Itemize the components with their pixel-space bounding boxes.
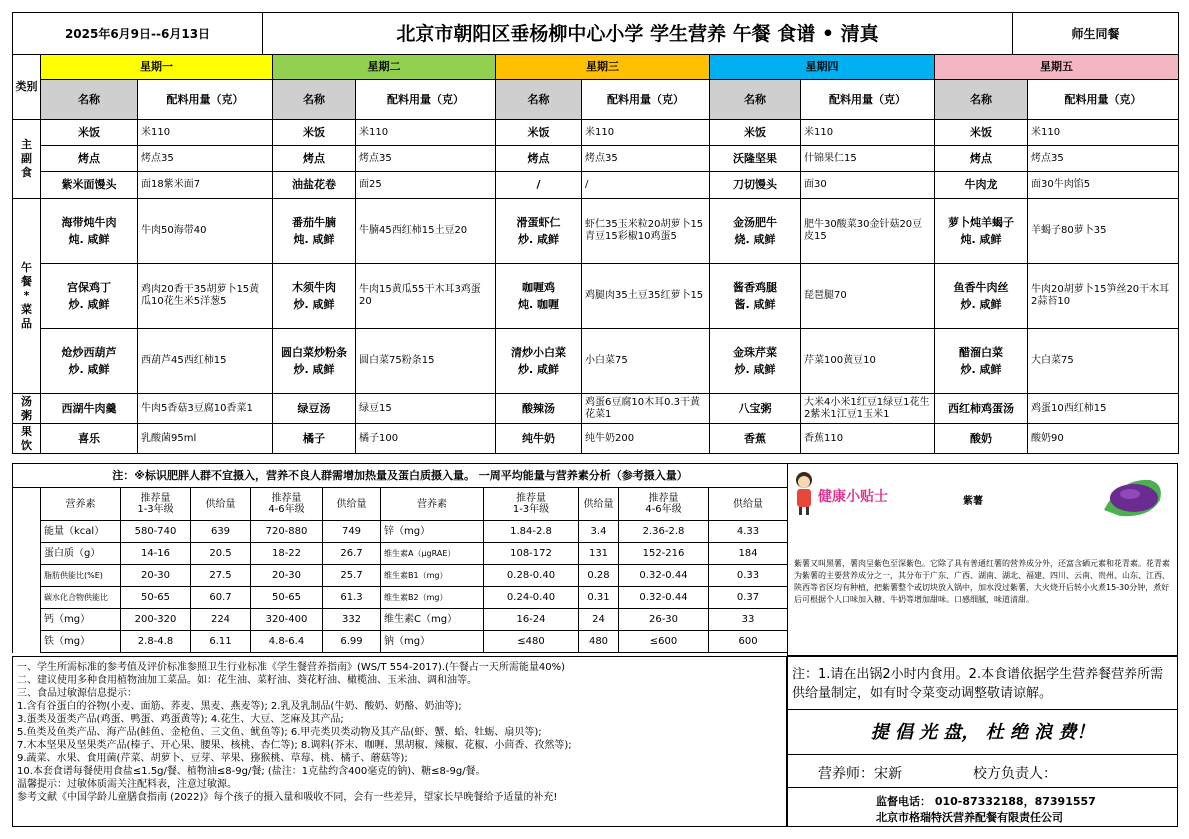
dish-name-text: 八宝粥	[738, 401, 772, 415]
dish-name-text: 滑蛋虾仁	[516, 215, 561, 229]
dish-ingredients: 小白菜75	[582, 329, 710, 394]
category-header: 类别	[13, 55, 41, 120]
note-line: 10.本套食谱每餐使用食盐≤1.5g/餐、植物油≤8-9g/餐; (盐注：1克盐约含400毫克的钠)、糖≤8-9g/餐。	[17, 766, 486, 777]
nutrition-cell: 50-65	[251, 587, 323, 609]
dish-name	[496, 264, 582, 329]
dish-name	[496, 329, 582, 394]
dish-name	[935, 120, 1028, 146]
dish-ingredients: 绿豆15	[356, 394, 496, 424]
note-line: 5.鱼类及鱼类产品、海产品(鲑鱼、金枪鱼、三文鱼、鱿鱼等); 6.甲壳类贝类动物及其产品(虾、蟹、蛤、牡蛎、扇贝等);	[17, 727, 542, 738]
dish-name-text: 咖喱鸡	[522, 280, 555, 294]
company-name: 北京市格瑞特沃营养配餐有限责任公司	[876, 811, 1063, 824]
dish-ingredients: 羊蝎子80萝卜35	[1028, 199, 1179, 264]
nutrition-header: 营养素	[381, 488, 484, 521]
category-staple	[13, 120, 41, 199]
cooking-method: 酱. 咸鲜	[734, 297, 776, 311]
name-col-header: 名称	[496, 80, 582, 120]
nutrition-spacer	[13, 488, 41, 653]
dish-ingredients: 什锦果仁15	[801, 146, 935, 172]
dish-ingredients: 西葫芦45西红柿15	[138, 329, 273, 394]
dish-ingredients: 大米4小米1红豆1绿豆1花生2紫米1江豆1玉米1	[801, 394, 935, 424]
nutrition-cell: 0.37	[709, 587, 788, 609]
note-line: 参考文献《中国学龄儿童膳食指南 (2022)》每个孩子的摄入量和吸收不同，会有一些差异，望家长早晚餐给予适量的补充!	[17, 792, 558, 803]
dish-ingredients: 香蕉110	[801, 424, 935, 454]
dish-ingredients: 烤点35	[1028, 146, 1179, 172]
dish-name-text: 木须牛肉	[292, 280, 336, 294]
dish-ingredients: 牛肉5香菇3豆腐10香菜1	[138, 394, 273, 424]
dish-name-text: 香蕉	[744, 431, 766, 445]
nutrition-cell: 0.28	[579, 565, 619, 587]
dish-name	[935, 264, 1028, 329]
purple-sweet-potato-icon	[1100, 470, 1166, 522]
dish-name	[496, 120, 582, 146]
cooking-method: 炖. 咖喱	[517, 297, 559, 311]
date-range: 2025年6月9日--6月13日	[13, 13, 263, 55]
nutrition-cell: ≤480	[484, 631, 579, 653]
dish-ingredients: /	[582, 172, 710, 199]
dish-ingredients: 橘子100	[356, 424, 496, 454]
dish-name-text: 金珠芹菜	[733, 345, 777, 359]
nutrition-cell: 1.84-2.8	[484, 521, 579, 543]
note-line: 一、学生所需标准的参考值及评价标准参照卫生行业标准《学生餐营养指南》(WS/T 554-2017).(午餐占一天所需能量40%)	[17, 662, 566, 673]
menu-row	[13, 120, 1179, 146]
nutrition-table	[12, 463, 788, 653]
cooking-method: 炒. 咸鲜	[734, 362, 776, 376]
dish-name	[41, 172, 138, 199]
nutrition-header: 推荐量 1-3年级	[484, 488, 579, 521]
name-col-header: 名称	[273, 80, 356, 120]
dish-ingredients: 米110	[801, 120, 935, 146]
nutrition-row	[13, 631, 788, 653]
dish-name-text: /	[536, 178, 541, 191]
ingredients-col-header: 配料用量（克）	[1028, 80, 1179, 120]
dish-name-text: 烤点	[303, 151, 325, 165]
nutrition-cell: 200-320	[121, 609, 191, 631]
cooking-method: 炒. 咸鲜	[517, 232, 559, 246]
dish-name-text: 西湖牛肉羹	[61, 401, 117, 415]
dish-name-text: 纯牛奶	[522, 431, 555, 445]
dish-name	[273, 146, 356, 172]
dish-name-text: 米饭	[78, 125, 100, 139]
nutrition-header-row	[13, 488, 788, 521]
name-col-header: 名称	[935, 80, 1028, 120]
nutrition-row	[13, 565, 788, 587]
nutrition-cell: 639	[191, 521, 251, 543]
name-col-header: 名称	[41, 80, 138, 120]
nutrition-cell: ≤600	[619, 631, 709, 653]
menu-row	[13, 146, 1179, 172]
dish-ingredients: 牛肉20胡萝卜15笋丝20干木耳2蒜苔10	[1028, 264, 1179, 329]
dish-name	[496, 394, 582, 424]
note-line: 三、食品过敏源信息提示：	[17, 688, 137, 699]
nutrition-cell: 铁（mg）	[41, 631, 121, 653]
category-label: 果饮	[21, 424, 32, 452]
nutrition-row	[13, 543, 788, 565]
ingredients-col-header: 配料用量（克）	[356, 80, 496, 120]
tip-text: 紫薯又叫黑薯，薯肉呈紫色至深紫色。它除了具有普通红薯的营养成分外，还富含硒元素和花青素。花青素为紫薯的主要营养成分之一，其分布于广东、广西、湖南、湖北、福建、四川、云南、贵州、山东、江西、陕西等省区均有种植，把紫薯整个或切块放入锅中，加水没过紫薯，大火烧开后转小火煮15-30分钟，煮好后可根据个人口味加入糖、牛奶等增加甜味。口感细腻，味道清甜。	[794, 559, 1170, 604]
nutrition-cell: 25.7	[323, 565, 381, 587]
dish-name-text: 绿豆汤	[297, 401, 331, 415]
nutrition-header: 推荐量 4-6年级	[619, 488, 709, 521]
dish-name-text: 牛肉龙	[964, 178, 998, 191]
dish-name	[710, 120, 801, 146]
dish-ingredients: 纯牛奶200	[582, 424, 710, 454]
dish-ingredients: 烤点35	[138, 146, 273, 172]
dish-name	[41, 120, 138, 146]
dish-name	[41, 199, 138, 264]
cooking-method: 炒. 咸鲜	[293, 297, 335, 311]
dish-name-text: 米饭	[744, 125, 766, 139]
dish-name-text: 醋溜白菜	[959, 345, 1003, 359]
dish-name-text: 番茄牛腩	[292, 215, 336, 229]
dish-name	[935, 329, 1028, 394]
nutrition-cell: 14-16	[121, 543, 191, 565]
slogan: 提 倡 光 盘， 杜 绝 浪 费！	[788, 709, 1177, 755]
dish-name-text: 沃隆坚果	[733, 151, 777, 165]
dish-name	[935, 146, 1028, 172]
dish-ingredients: 面18紫米面7	[138, 172, 273, 199]
dish-name	[273, 199, 356, 264]
nutrition-row	[13, 587, 788, 609]
nutrition-cell: 0.31	[579, 587, 619, 609]
nutrition-cell: 维生素B2（mg）	[381, 587, 484, 609]
cooking-method: 炒. 咸鲜	[293, 362, 335, 376]
cooking-method: 炒. 咸鲜	[517, 362, 559, 376]
dish-ingredients: 烤点35	[582, 146, 710, 172]
menu-row	[13, 424, 1179, 454]
note-line: 9.蔬菜、水果、食用菌(芹菜、胡萝卜、豆芽、苹果、猕猴桃、草莓、桃、橘子、蘑菇等);	[17, 753, 408, 764]
nutrition-cell: 60.7	[191, 587, 251, 609]
dish-name	[496, 146, 582, 172]
dish-ingredients: 牛肉15黄瓜55干木耳3鸡蛋20	[356, 264, 496, 329]
nutrition-cell: 0.32-0.44	[619, 565, 709, 587]
dish-name	[273, 172, 356, 199]
dish-name-text: 酸辣汤	[522, 401, 555, 415]
menu-table	[12, 54, 1179, 454]
dish-name-text: 萝卜炖羊蝎子	[948, 215, 1014, 229]
dish-name	[273, 329, 356, 394]
cartoon-girl-icon	[792, 470, 816, 516]
menu-row	[13, 264, 1179, 329]
day-header-row	[13, 55, 1179, 80]
column-header-row	[13, 80, 1179, 120]
nutrition-cell: 332	[323, 609, 381, 631]
dish-ingredients: 鸡腿肉35土豆35红萝卜15	[582, 264, 710, 329]
cooking-method: 炒. 咸鲜	[960, 297, 1002, 311]
dish-ingredients: 牛肉50海带40	[138, 199, 273, 264]
page-title: 北京市朝阳区垂杨柳中心小学 学生营养 午餐 食谱 • 清真	[263, 13, 1013, 55]
dish-ingredients: 圆白菜75粉条15	[356, 329, 496, 394]
nutrition-cell: 580-740	[121, 521, 191, 543]
category-fruit	[13, 424, 41, 454]
dish-name-text: 鱼香牛肉丝	[953, 280, 1009, 294]
header-table	[12, 12, 1179, 55]
cooking-method: 炒. 咸鲜	[960, 362, 1002, 376]
dish-ingredients: 鸡蛋10西红柿15	[1028, 394, 1179, 424]
dish-name	[273, 264, 356, 329]
cooking-method: 烧. 咸鲜	[734, 232, 776, 246]
dish-name-text: 炝炒西葫芦	[61, 345, 117, 359]
dish-ingredients: 米110	[356, 120, 496, 146]
nutrition-cell: 152-216	[619, 543, 709, 565]
dish-name-text: 烤点	[970, 151, 992, 165]
cooking-method: 炒. 咸鲜	[68, 362, 110, 376]
nutrition-cell: 26.7	[323, 543, 381, 565]
nutrition-cell: 0.32-0.44	[619, 587, 709, 609]
dish-name-text: 酱香鸡腿	[733, 280, 777, 294]
dish-ingredients: 米110	[582, 120, 710, 146]
cooking-method: 炖. 咸鲜	[960, 232, 1002, 246]
divider	[788, 787, 1177, 788]
nutrition-cell: 749	[323, 521, 381, 543]
name-col-header: 名称	[710, 80, 801, 120]
nutrition-cell: 108-172	[484, 543, 579, 565]
nutrition-cell: 26-30	[619, 609, 709, 631]
dish-name	[710, 199, 801, 264]
nutrition-cell: 131	[579, 543, 619, 565]
ingredients-col-header: 配料用量（克）	[582, 80, 710, 120]
nutrition-cell: 224	[191, 609, 251, 631]
dish-name-text: 米饭	[303, 125, 325, 139]
dish-name-text: 油盐花卷	[292, 178, 336, 191]
menu-row	[13, 329, 1179, 394]
dish-name	[935, 424, 1028, 454]
nutrition-cell: 2.8-4.8	[121, 631, 191, 653]
nutrition-cell: 6.11	[191, 631, 251, 653]
category-label: 主副食	[21, 138, 32, 179]
nutrition-cell: 27.5	[191, 565, 251, 587]
dish-ingredients: 面30牛肉馅5	[1028, 172, 1179, 199]
nutrition-title: 注：※标识肥胖人群不宜摄入，营养不良人群需增加热量及蛋白质摄入量。 一周平均能量与营养素分析（参考摄入量）	[13, 464, 788, 488]
nutrition-cell: 碳水化合物供能比	[41, 587, 121, 609]
nutrition-cell: 480	[579, 631, 619, 653]
notes-panel	[12, 656, 787, 827]
dish-ingredients: 米110	[138, 120, 273, 146]
dish-ingredients: 琵琶腿70	[801, 264, 935, 329]
dish-name-text: 西红柿鸡蛋汤	[948, 401, 1014, 415]
note-line: 温馨提示：过敏体质需关注配料表，注意过敏源。	[17, 779, 237, 790]
nutrition-cell: 50-65	[121, 587, 191, 609]
dish-name	[41, 424, 138, 454]
nutrition-row	[13, 521, 788, 543]
dish-ingredients: 酸奶90	[1028, 424, 1179, 454]
dish-name-text: 酸奶	[970, 431, 992, 445]
dish-ingredients: 肥牛30酸菜30金针菇20豆皮15	[801, 199, 935, 264]
dish-name	[710, 394, 801, 424]
cooking-method: 炒. 咸鲜	[68, 297, 110, 311]
dish-name	[496, 172, 582, 199]
dish-name	[273, 120, 356, 146]
nutrition-cell: 16-24	[484, 609, 579, 631]
cooking-method: 炖. 咸鲜	[293, 232, 335, 246]
dish-ingredients: 鸡蛋6豆腐10木耳0.3干黄花菜1	[582, 394, 710, 424]
nutrition-header: 营养素	[41, 488, 121, 521]
nutrition-cell: 320-400	[251, 609, 323, 631]
nutrition-cell: 4.8-6.4	[251, 631, 323, 653]
dish-ingredients: 芹菜100黄豆10	[801, 329, 935, 394]
nutrition-cell: 33	[709, 609, 788, 631]
dish-name	[273, 424, 356, 454]
dish-name	[710, 424, 801, 454]
principal-label: 校方负责人：	[973, 766, 1057, 782]
dish-ingredients: 面25	[356, 172, 496, 199]
dish-name	[935, 172, 1028, 199]
cooking-method: 炖. 咸鲜	[68, 232, 110, 246]
dish-name-text: 金汤肥牛	[733, 215, 777, 229]
nutrition-header: 供给量	[579, 488, 619, 521]
nutrition-cell: 20.5	[191, 543, 251, 565]
health-tip-panel	[787, 463, 1178, 656]
nutrition-cell: 720-880	[251, 521, 323, 543]
dish-ingredients: 烤点35	[356, 146, 496, 172]
menu-row	[13, 394, 1179, 424]
day-header-5: 星期五	[935, 55, 1179, 80]
nutrition-cell: 0.28-0.40	[484, 565, 579, 587]
dish-name	[41, 264, 138, 329]
nutrition-cell: 2.36-2.8	[619, 521, 709, 543]
right-notes-panel	[787, 656, 1178, 827]
dish-name-text: 宫保鸡丁	[67, 280, 111, 294]
dish-name-text: 烤点	[527, 151, 550, 165]
dish-ingredients: 乳酸菌95ml	[138, 424, 273, 454]
dish-name-text: 烤点	[78, 151, 100, 165]
dish-ingredients: 大白菜75	[1028, 329, 1179, 394]
nutrition-header: 推荐量 1-3年级	[121, 488, 191, 521]
category-soup	[13, 394, 41, 424]
dish-name	[935, 199, 1028, 264]
dish-ingredients: 米110	[1028, 120, 1179, 146]
dish-name-text: 米饭	[527, 125, 550, 139]
dish-name	[710, 146, 801, 172]
nutrition-cell: 维生素B1（mg）	[381, 565, 484, 587]
day-header-4: 星期四	[710, 55, 935, 80]
dish-name	[710, 264, 801, 329]
nutrition-cell: 20-30	[121, 565, 191, 587]
dish-ingredients: 牛腩45西红柿15土豆20	[356, 199, 496, 264]
ingredients-col-header: 配料用量（克）	[138, 80, 273, 120]
nutrition-header: 供给量	[323, 488, 381, 521]
nutrition-cell: 20-30	[251, 565, 323, 587]
nutrition-cell: 4.33	[709, 521, 788, 543]
nutrition-cell: 600	[709, 631, 788, 653]
nutrition-cell: 0.24-0.40	[484, 587, 579, 609]
menu-row	[13, 172, 1179, 199]
nutrition-cell: 3.4	[579, 521, 619, 543]
dish-name-text: 圆白菜炒粉条	[281, 345, 347, 359]
category-label: 午餐*菜品	[21, 261, 32, 330]
nutrition-cell: 184	[709, 543, 788, 565]
dish-name	[496, 199, 582, 264]
nutrition-cell: 18-22	[251, 543, 323, 565]
nutrition-cell: 61.3	[323, 587, 381, 609]
nutrition-cell: 0.33	[709, 565, 788, 587]
note-line: 7.木本坚果及坚果类产品(榛子、开心果、腰果、核桃、杏仁等); 8.调料(芥末、咖喱、黑胡椒、辣椒、花椒、小茴香、孜然等);	[17, 740, 572, 751]
nutrition-cell: 维生素C（mg）	[381, 609, 484, 631]
dietitian-label: 营养师：宋新	[818, 766, 902, 782]
nutrition-cell: 钙（mg）	[41, 609, 121, 631]
dish-name	[710, 172, 801, 199]
dish-name-text: 橘子	[303, 431, 325, 445]
nutrition-cell: 钠（mg）	[381, 631, 484, 653]
nutrition-cell: 蛋白质（g）	[41, 543, 121, 565]
dish-name	[41, 329, 138, 394]
category-label: 汤粥	[21, 394, 32, 422]
dish-ingredients: 鸡肉20香干35胡萝卜15黄瓜10花生米5洋葱5	[138, 264, 273, 329]
note-line: 二、建议使用多种食用植物油加工菜品。如：花生油、菜籽油、葵花籽油、橄榄油、玉米油、调和油等。	[17, 675, 477, 686]
dish-name-text: 米饭	[970, 125, 992, 139]
dish-name	[935, 394, 1028, 424]
nutrition-header: 供给量	[191, 488, 251, 521]
nutrition-header: 供给量	[709, 488, 788, 521]
nutrition-title-row	[13, 464, 788, 488]
menu-row	[13, 199, 1179, 264]
same-meal-note: 师生同餐	[1013, 13, 1179, 55]
note-line: 1.含有谷蛋白的谷物(小麦、面筋、荞麦、黑麦、燕麦等); 2.乳及乳制品(牛奶、酸奶、奶酪、奶油等);	[17, 701, 462, 712]
dish-ingredients: 虾仁35玉米粒20胡萝卜15青豆15彩椒10鸡蛋5	[582, 199, 710, 264]
day-header-1: 星期一	[41, 55, 273, 80]
nutrition-cell: 锌（mg）	[381, 521, 484, 543]
dish-name	[41, 146, 138, 172]
dish-name	[273, 394, 356, 424]
dish-name-text: 紫米面馒头	[61, 178, 117, 191]
dish-name	[710, 329, 801, 394]
ingredients-col-header: 配料用量（克）	[801, 80, 935, 120]
dish-name-text: 海带炖牛肉	[61, 215, 117, 229]
nutrition-cell: 24	[579, 609, 619, 631]
nutrition-cell: 维生素A（μgRAE）	[381, 543, 484, 565]
category-dishes	[13, 199, 41, 394]
dish-name-text: 清炒小白菜	[511, 345, 566, 359]
day-header-2: 星期二	[273, 55, 496, 80]
nutrition-row	[13, 609, 788, 631]
dish-name-text: 喜乐	[78, 431, 100, 445]
dish-name-text: 刀切馒头	[733, 178, 777, 191]
nutrition-header: 推荐量 4-6年级	[251, 488, 323, 521]
dish-ingredients: 面30	[801, 172, 935, 199]
nutrition-cell: 脂肪供能比(%E)	[41, 565, 121, 587]
nutrition-cell: 6.99	[323, 631, 381, 653]
dish-name	[41, 394, 138, 424]
service-tips: 注：1.请在出锅2小时内食用。2.本食谱依据学生营养餐营养所需供给量制定，如有时令菜变动调整敬请谅解。	[792, 667, 1164, 701]
nutrition-cell: 能量（kcal）	[41, 521, 121, 543]
note-line: 3.蛋类及蛋类产品(鸡蛋、鸭蛋、鸡蛋黄等); 4.花生、大豆、芝麻及其产品;	[17, 714, 344, 725]
hotline: 监督电话： 010-87332188，87391557	[876, 795, 1096, 808]
dish-name	[496, 424, 582, 454]
health-tip-badge: 健康小贴士	[818, 489, 888, 505]
tip-subject: 紫薯	[963, 496, 983, 507]
day-header-3: 星期三	[496, 55, 710, 80]
